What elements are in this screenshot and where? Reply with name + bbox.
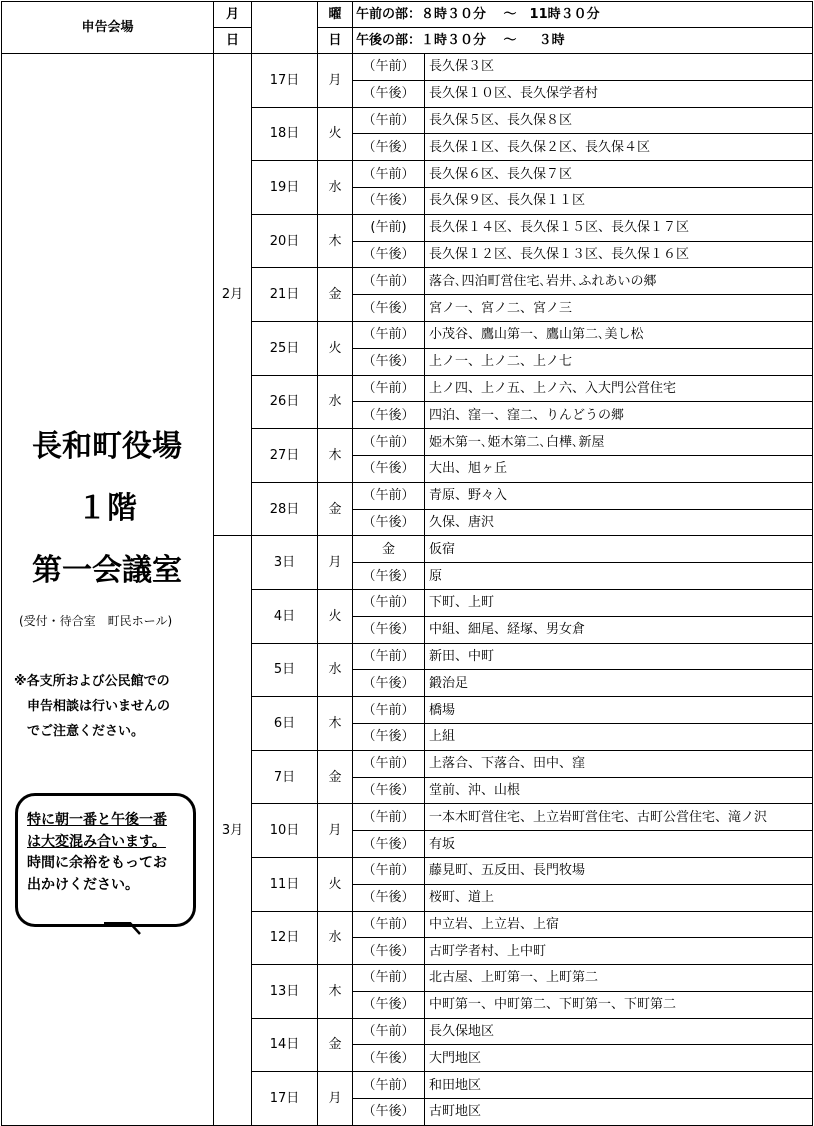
district-list: 長久保５区、長久保８区: [425, 107, 813, 134]
district-list: 上ノ一、上ノ二、上ノ七: [425, 348, 813, 375]
district-list: 長久保６区、長久保７区: [425, 161, 813, 188]
district-list: 橋場: [425, 697, 813, 724]
district-list: 中立岩、上立岩、上宿: [425, 911, 813, 938]
district-list: 和田地区: [425, 1072, 813, 1099]
weekday-label: 金: [318, 750, 353, 804]
session-label: (午前): [353, 214, 425, 241]
session-label: （午前）: [353, 857, 425, 884]
session-label: （午後）: [353, 134, 425, 161]
session-label: （午後）: [353, 991, 425, 1018]
session-label: （午前）: [353, 1018, 425, 1045]
venue-name: 長和町役場: [32, 429, 182, 464]
session-label: 金: [353, 536, 425, 563]
session-label: （午前）: [353, 643, 425, 670]
session-label: （午前）: [353, 321, 425, 348]
district-list: 長久保１４区、長久保１５区、長久保１７区: [425, 214, 813, 241]
session-label: （午後）: [353, 884, 425, 911]
weekday-label: 金: [318, 1018, 353, 1072]
date-label: 18日: [252, 107, 318, 161]
header-dow-bottom: 日: [318, 28, 353, 54]
district-list: 宮ノ一、宮ノ二、宮ノ三: [425, 295, 813, 322]
district-list: 長久保３区: [425, 54, 813, 81]
session-label: （午前）: [353, 697, 425, 724]
venue-cell: [2, 54, 214, 1126]
date-label: 7日: [252, 750, 318, 804]
session-label: （午後）: [353, 241, 425, 268]
date-label: 6日: [252, 697, 318, 751]
district-list: 原: [425, 563, 813, 590]
session-label: （午後）: [353, 938, 425, 965]
session-label: （午前）: [353, 804, 425, 831]
date-label: 20日: [252, 214, 318, 268]
session-label: （午前）: [353, 107, 425, 134]
date-label: 11日: [252, 857, 318, 911]
date-label: 5日: [252, 643, 318, 697]
district-list: 古町学者村、上中町: [425, 938, 813, 965]
weekday-label: 水: [318, 161, 353, 215]
weekday-label: 水: [318, 911, 353, 965]
weekday-label: 金: [318, 268, 353, 322]
session-label: （午前）: [353, 161, 425, 188]
weekday-label: 木: [318, 965, 353, 1019]
weekday-label: 月: [318, 54, 353, 108]
weekday-label: 月: [318, 536, 353, 590]
session-label: （午前）: [353, 268, 425, 295]
header-dow-top: 曜: [318, 2, 353, 28]
session-label: （午前）: [353, 429, 425, 456]
district-list: 有坂: [425, 831, 813, 858]
district-list: 小茂谷、鷹山第一、鷹山第二､美し松: [425, 321, 813, 348]
district-list: 仮宿: [425, 536, 813, 563]
district-list: 新田、中町: [425, 643, 813, 670]
venue-floor: １階: [77, 491, 137, 526]
session-label: （午後）: [353, 348, 425, 375]
weekday-label: 木: [318, 429, 353, 483]
session-label: （午後）: [353, 670, 425, 697]
date-label: 13日: [252, 965, 318, 1019]
callout-line: は大変混み合います。: [27, 833, 166, 850]
session-label: （午前）: [353, 375, 425, 402]
district-list: 堂前、沖、山根: [425, 777, 813, 804]
district-list: 上組: [425, 723, 813, 750]
session-label: （午後）: [353, 723, 425, 750]
district-list: 藤見町、五反田、長門牧場: [425, 857, 813, 884]
district-list: 姫木第一､姫木第二､白樺､新屋: [425, 429, 813, 456]
weekday-label: 火: [318, 857, 353, 911]
header-month-top: 月: [214, 2, 252, 28]
session-label: （午後）: [353, 80, 425, 107]
weekday-label: 火: [318, 321, 353, 375]
weekday-label: 月: [318, 804, 353, 858]
callout-line: 出かけください。: [27, 876, 139, 893]
note-line: でご注意ください。: [27, 724, 145, 739]
session-label: （午後）: [353, 563, 425, 590]
weekday-label: 火: [318, 107, 353, 161]
weekday-label: 木: [318, 214, 353, 268]
weekday-label: 水: [318, 375, 353, 429]
header-afternoon-hours: 午後の部：１時３０分 ～ ３時: [353, 28, 813, 54]
session-label: （午前）: [353, 911, 425, 938]
district-list: 青原、野々入: [425, 482, 813, 509]
weekday-label: 月: [318, 1072, 353, 1126]
district-list: 上落合、下落合、田中、窪: [425, 750, 813, 777]
header-morning-hours: 午前の部：８時３０分 ～ 11時３０分: [353, 2, 813, 28]
note-line: ※各支所および公民館での: [14, 674, 170, 689]
district-list: 古町地区: [425, 1099, 813, 1126]
callout-tail-icon: [102, 922, 142, 936]
district-list: 長久保９区、長久保１１区: [425, 187, 813, 214]
header-row: [2, 2, 813, 28]
session-label: （午後）: [353, 402, 425, 429]
session-label: （午前）: [353, 750, 425, 777]
date-label: 25日: [252, 321, 318, 375]
note-line: 申告相談は行いませんの: [27, 699, 171, 714]
session-label: （午前）: [353, 54, 425, 81]
crowding-callout: [15, 793, 196, 927]
session-label: （午前）: [353, 482, 425, 509]
district-list: 四泊、窪一、窪二、りんどうの郷: [425, 402, 813, 429]
district-list: 落合､四泊町営住宅､岩井､ふれあいの郷: [425, 268, 813, 295]
date-label: 17日: [252, 54, 318, 108]
weekday-label: 金: [318, 482, 353, 536]
district-list: 大出、旭ヶ丘: [425, 455, 813, 482]
date-label: 26日: [252, 375, 318, 429]
date-label: 14日: [252, 1018, 318, 1072]
schedule-row: [2, 54, 813, 81]
date-label: 21日: [252, 268, 318, 322]
district-list: 久保、唐沢: [425, 509, 813, 536]
district-list: 長久保１０区、長久保学者村: [425, 80, 813, 107]
date-label: 27日: [252, 429, 318, 483]
session-label: （午後）: [353, 777, 425, 804]
district-list: 長久保１２区、長久保１３区、長久保１６区: [425, 241, 813, 268]
session-label: （午後）: [353, 509, 425, 536]
district-list: 北古屋、上町第一、上町第二: [425, 965, 813, 992]
branch-office-note: [14, 669, 170, 744]
date-label: 12日: [252, 911, 318, 965]
weekday-label: 水: [318, 643, 353, 697]
district-list: 中町第一、中町第二、下町第一、下町第二: [425, 991, 813, 1018]
date-label: 28日: [252, 482, 318, 536]
session-label: （午前）: [353, 1072, 425, 1099]
schedule-table: [1, 1, 813, 1126]
header-month-bottom: 日: [214, 28, 252, 54]
month-label: 2月: [214, 54, 252, 536]
session-label: （午後）: [353, 831, 425, 858]
district-list: 長久保地区: [425, 1018, 813, 1045]
date-label: 17日: [252, 1072, 318, 1126]
date-label: 10日: [252, 804, 318, 858]
session-label: （午後）: [353, 616, 425, 643]
date-label: 3日: [252, 536, 318, 590]
header-location: 申告会場: [2, 2, 214, 54]
header-date-blank: [252, 2, 318, 54]
district-list: 鍛治足: [425, 670, 813, 697]
session-label: （午後）: [353, 295, 425, 322]
month-label: 3月: [214, 536, 252, 1126]
district-list: 下町、上町: [425, 589, 813, 616]
venue-room: 第一会議室: [32, 553, 182, 588]
venue-panel: [2, 54, 212, 1122]
session-label: （午後）: [353, 1099, 425, 1126]
session-label: （午後）: [353, 455, 425, 482]
date-label: 4日: [252, 589, 318, 643]
session-label: （午前）: [353, 965, 425, 992]
district-list: 大門地区: [425, 1045, 813, 1072]
callout-line: 特に朝一番と午後一番: [27, 812, 167, 828]
reception-note: (受付・待合室 町民ホール): [19, 614, 173, 628]
district-list: 一本木町営住宅、上立岩町営住宅、古町公営住宅、滝ノ沢: [425, 804, 813, 831]
date-label: 19日: [252, 161, 318, 215]
weekday-label: 火: [318, 589, 353, 643]
session-label: （午前）: [353, 589, 425, 616]
district-list: 桜町、道上: [425, 884, 813, 911]
session-label: （午後）: [353, 187, 425, 214]
district-list: 長久保１区、長久保２区、長久保４区: [425, 134, 813, 161]
session-label: （午後）: [353, 1045, 425, 1072]
callout-line: 時間に余裕をもってお: [27, 855, 167, 871]
district-list: 上ノ四、上ノ五、上ノ六、入大門公営住宅: [425, 375, 813, 402]
district-list: 中組、細尾、経塚、男女倉: [425, 616, 813, 643]
weekday-label: 木: [318, 697, 353, 751]
